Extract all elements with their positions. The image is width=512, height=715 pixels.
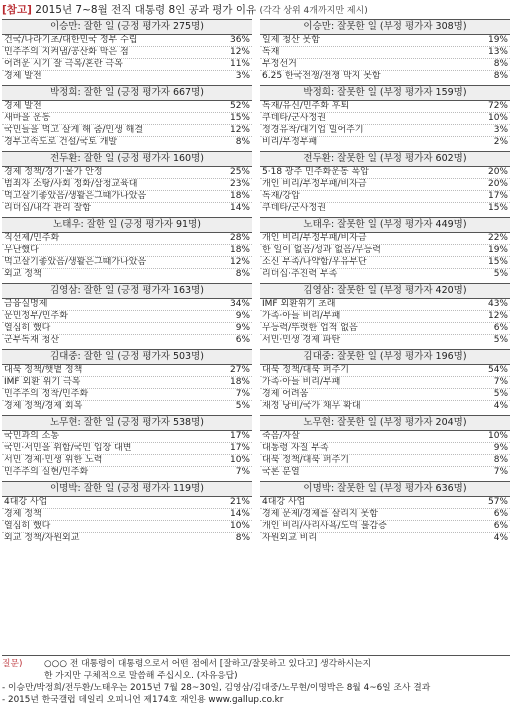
reason-label: 경제 정책/경제 회복 — [4, 401, 83, 411]
reason-row — [260, 497, 510, 509]
reason-row — [260, 533, 510, 544]
evaluation-block — [2, 283, 252, 349]
block-heading: 김영삼: 잘한 일 (긍정 평가자 163명) — [2, 284, 252, 299]
evaluation-block — [2, 481, 252, 547]
reason-percent: 8% — [235, 137, 250, 147]
reason-label: IMF 외환위기 초래 — [262, 299, 336, 309]
reason-row — [2, 203, 252, 214]
reason-percent: 12% — [229, 125, 250, 135]
question — [2, 658, 510, 670]
block-heading: 김대중: 잘한 일 (긍정 평가자 503명) — [2, 350, 252, 365]
reason-label: 건국/나라기초/대한민국 정부 수립 — [4, 35, 138, 45]
reason-row — [2, 113, 252, 125]
evaluation-block — [260, 85, 510, 151]
reason-label: 쿠데타/군사정권 — [262, 113, 326, 123]
reason-percent: 10% — [487, 113, 508, 123]
reason-row — [2, 335, 252, 346]
reason-label: 정경유착/대기업 밀어주기 — [262, 125, 364, 135]
reason-label: 먹고살기좋았음/생활은그때가나았음 — [4, 191, 147, 201]
reason-percent: 22% — [487, 233, 508, 243]
reason-row — [260, 299, 510, 311]
question-text: ○○○ 전 대통령이 대통령으로서 어떤 점에서 [잘하고/잘못하고 있다고] 생각하시는지 — [44, 659, 372, 669]
reason-row — [260, 455, 510, 467]
reason-label: 먹고살기좋았음/생활은그때가나았음 — [4, 257, 147, 267]
reason-percent: 7% — [493, 377, 508, 387]
block-heading: 김대중: 잘못한 일 (부정 평가자 196명) — [260, 350, 510, 365]
reason-row — [2, 191, 252, 203]
reason-label: 경제 정책 — [4, 509, 42, 519]
block-heading: 박정희: 잘한 일 (긍정 평가자 667명) — [2, 86, 252, 101]
reason-percent: 13% — [487, 47, 508, 57]
reason-percent: 12% — [487, 311, 508, 321]
reason-row — [260, 179, 510, 191]
reason-label: 리더십·추진력 부족 — [262, 269, 338, 279]
block-heading: 박정희: 잘못한 일 (부정 평가자 159명) — [260, 86, 510, 101]
block-heading: 전두환: 잘한 일 (긍정 평가자 160명) — [2, 152, 252, 167]
title-main: 2015년 7~8월 전직 대통령 8인 공과 평가 이유 — [35, 4, 257, 16]
block-heading: 노태우: 잘한 일 (긍정 평가자 91명) — [2, 218, 252, 233]
survey-note: - 이승만/박정희/전두환/노태우는 2015년 7월 28~30일, 김영삼/김대중/노무현/이명박은 8월 4~6일 조사 결과 — [2, 683, 431, 693]
reason-percent: 6% — [493, 323, 508, 333]
reason-label: 5·18 광주 민주화운동 폭압 — [262, 167, 369, 177]
reason-percent: 72% — [487, 101, 508, 111]
reason-percent: 52% — [229, 101, 250, 111]
reason-row — [260, 71, 510, 82]
reason-label: 민주주의 정착/민주화 — [4, 389, 89, 399]
reason-label: 경제 어려움 — [262, 389, 309, 399]
reason-percent: 43% — [487, 299, 508, 309]
reason-row — [260, 509, 510, 521]
reason-label: 국민과의 소통 — [4, 431, 60, 441]
reason-percent: 21% — [229, 497, 250, 507]
reason-percent: 6% — [493, 521, 508, 531]
block-heading: 김영삼: 잘못한 일 (부정 평가자 420명) — [260, 284, 510, 299]
reason-label: 대북 정책/햇볕 정책 — [4, 365, 83, 375]
reason-label: 4대강 사업 — [262, 497, 306, 507]
reason-row — [2, 35, 252, 47]
reason-row — [260, 323, 510, 335]
reason-row — [2, 71, 252, 82]
reason-label: 국민들을 먹고 살게 해 줌/민생 해결 — [4, 125, 144, 135]
reason-percent: 14% — [229, 509, 250, 519]
reason-row — [2, 125, 252, 137]
reason-row — [260, 389, 510, 401]
reason-row — [260, 113, 510, 125]
reason-percent: 23% — [229, 179, 250, 189]
reason-row — [260, 311, 510, 323]
reason-row — [260, 101, 510, 113]
reason-row — [2, 179, 252, 191]
reason-label: 경제 문제/경제를 살리지 못함 — [262, 509, 378, 519]
reason-label: 군부독재 청산 — [4, 335, 60, 345]
reason-percent: 15% — [487, 203, 508, 213]
reason-percent: 10% — [229, 521, 250, 531]
reason-percent: 14% — [229, 203, 250, 213]
block-heading: 노무현: 잘못한 일 (부정 평가자 204명) — [260, 416, 510, 431]
reason-percent: 9% — [235, 311, 250, 321]
reason-percent: 2% — [493, 137, 508, 147]
reason-row — [260, 401, 510, 412]
reason-label: 쿠데타/군사정권 — [262, 203, 326, 213]
reason-row — [260, 203, 510, 214]
reason-row — [260, 125, 510, 137]
reason-label: 독재/강압 — [262, 191, 300, 201]
reason-percent: 19% — [487, 245, 508, 255]
reason-percent: 4% — [493, 533, 508, 543]
reason-percent: 15% — [487, 257, 508, 267]
reason-percent: 5% — [493, 269, 508, 279]
reason-percent: 54% — [487, 365, 508, 375]
reason-percent: 6% — [235, 335, 250, 345]
evaluation-block — [260, 349, 510, 415]
reason-percent: 6% — [493, 509, 508, 519]
reason-row — [2, 443, 252, 455]
reason-percent: 19% — [487, 35, 508, 45]
reason-row — [2, 245, 252, 257]
reason-row — [260, 467, 510, 478]
reason-label: 새마을 운동 — [4, 113, 51, 123]
reason-row — [2, 467, 252, 478]
block-heading: 이승만: 잘한 일 (긍정 평가자 275명) — [2, 20, 252, 35]
reason-label: 재정 낭비/국가 채무 확대 — [262, 401, 361, 411]
reason-row — [2, 299, 252, 311]
reason-row — [2, 257, 252, 269]
reason-label: 어려운 시기 잘 극복/혼란 극복 — [4, 59, 123, 69]
reason-percent: 3% — [235, 71, 250, 81]
reason-percent: 25% — [229, 167, 250, 177]
reason-row — [2, 455, 252, 467]
block-heading: 노태우: 잘못한 일 (부정 평가자 449명) — [260, 218, 510, 233]
reason-row — [2, 377, 252, 389]
title-tag: [참고] — [2, 4, 32, 16]
reason-percent: 18% — [229, 191, 250, 201]
question-label: 질문) — [2, 659, 23, 669]
reason-percent: 27% — [229, 365, 250, 375]
reason-label: 국론 분열 — [262, 467, 300, 477]
reason-percent: 7% — [235, 389, 250, 399]
reason-percent: 15% — [229, 113, 250, 123]
reason-percent: 10% — [229, 455, 250, 465]
copyright-note: - 2015년 한국갤럽 데일리 오피니언 제174호 재인용 www.gallup.co.kr — [2, 695, 284, 705]
reason-percent: 8% — [235, 533, 250, 543]
page-title — [2, 2, 368, 18]
reason-label: 서민 경제·민생 위한 노력 — [4, 455, 103, 465]
reason-label: 민주주의 실현/민주화 — [4, 467, 89, 477]
reason-percent: 8% — [493, 71, 508, 81]
reason-percent: 7% — [493, 467, 508, 477]
evaluation-block — [260, 283, 510, 349]
reason-row — [260, 167, 510, 179]
reason-label: 가족·아들 비리/부패 — [262, 311, 341, 321]
reason-label: 개인 비리/부정부패/비자금 — [262, 233, 367, 243]
reason-row — [2, 269, 252, 280]
reason-label: 열심히 했다 — [4, 323, 51, 333]
reason-percent: 36% — [229, 35, 250, 45]
reason-percent: 12% — [229, 47, 250, 57]
reason-row — [260, 47, 510, 59]
reason-row — [260, 59, 510, 71]
title-note: (각각 상위 4개까지만 제시) — [259, 6, 368, 16]
reason-label: 개인 비리/부정부패/비자금 — [262, 179, 367, 189]
reason-percent: 8% — [493, 455, 508, 465]
reason-row — [2, 311, 252, 323]
reason-percent: 17% — [229, 431, 250, 441]
reason-label: 대통령 자질 부족 — [262, 443, 329, 453]
reason-row — [2, 497, 252, 509]
block-heading: 이명박: 잘못한 일 (부정 평가자 636명) — [260, 482, 510, 497]
reason-label: 국민·서민을 위함/국민 입장 대변 — [4, 443, 132, 453]
reason-row — [2, 101, 252, 113]
reason-label: 자원외교 비리 — [262, 533, 318, 543]
reason-row — [2, 431, 252, 443]
evaluation-block — [2, 217, 252, 283]
reason-label: 독재 — [262, 47, 280, 57]
reason-percent: 12% — [229, 257, 250, 267]
reason-row — [2, 47, 252, 59]
reason-row — [2, 137, 252, 148]
reason-label: 서민·민생 경제 파탄 — [262, 335, 341, 345]
reason-label: 무난했다 — [4, 245, 39, 255]
reason-label: 경제 발전 — [4, 71, 42, 81]
reason-label: 리더십/내각 관리 잘함 — [4, 203, 92, 213]
reason-label: 죽음/자살 — [262, 431, 300, 441]
reason-percent: 5% — [493, 389, 508, 399]
reason-row — [260, 377, 510, 389]
reason-percent: 57% — [487, 497, 508, 507]
evaluation-block — [260, 151, 510, 217]
reason-percent: 8% — [493, 59, 508, 69]
reason-label: 범죄자 소탕/사회 정화/삼청교육대 — [4, 179, 138, 189]
reason-row — [260, 521, 510, 533]
reason-label: IMF 외환 위기 극복 — [4, 377, 81, 387]
reason-percent: 34% — [229, 299, 250, 309]
reason-row — [2, 365, 252, 377]
reason-label: 경부고속도로 건설/국토 개발 — [4, 137, 118, 147]
reason-row — [2, 533, 252, 544]
reason-percent: 11% — [229, 59, 250, 69]
block-heading: 전두환: 잘못한 일 (부정 평가자 602명) — [260, 152, 510, 167]
evaluation-block — [2, 415, 252, 481]
reason-row — [260, 233, 510, 245]
reason-percent: 5% — [493, 335, 508, 345]
reason-label: 금융실명제 — [4, 299, 48, 309]
reason-percent: 9% — [235, 323, 250, 333]
evaluation-block — [260, 19, 510, 85]
reason-label: 무능력/뚜렷한 업적 없음 — [262, 323, 358, 333]
reason-label: 경제 정책/경기·물가 안정 — [4, 167, 103, 177]
evaluation-block — [260, 481, 510, 547]
evaluation-grid — [2, 19, 510, 547]
reason-row — [2, 389, 252, 401]
reason-row — [2, 167, 252, 179]
reason-percent: 3% — [493, 125, 508, 135]
evaluation-block — [260, 217, 510, 283]
evaluation-block — [2, 85, 252, 151]
reason-percent: 18% — [229, 377, 250, 387]
reason-row — [260, 431, 510, 443]
reason-row — [260, 35, 510, 47]
reason-label: 일제 청산 못함 — [262, 35, 320, 45]
reason-label: 4대강 사업 — [4, 497, 48, 507]
reason-label: 개인 비리/사리사욕/도덕 불감증 — [262, 521, 387, 531]
reason-label: 외교 정책/자원외교 — [4, 533, 80, 543]
reason-label: 외교 정책 — [4, 269, 42, 279]
reason-label: 독재/유신/민주화 후퇴 — [262, 101, 350, 111]
footer — [2, 655, 510, 706]
reason-label: 경제 발전 — [4, 101, 42, 111]
reason-percent: 17% — [229, 443, 250, 453]
reason-label: 대북 정책/대북 퍼주기 — [262, 365, 350, 375]
reason-percent: 20% — [487, 179, 508, 189]
reason-label: 민주주의 지켜냄/공산화 막은 점 — [4, 47, 129, 57]
reason-row — [2, 59, 252, 71]
reason-row — [260, 191, 510, 203]
reason-label: 대북 정책/대북 퍼주기 — [262, 455, 350, 465]
reason-percent: 20% — [487, 167, 508, 177]
reason-percent: 8% — [235, 269, 250, 279]
reason-label: 열심히 했다 — [4, 521, 51, 531]
reason-percent: 17% — [487, 191, 508, 201]
reason-row — [260, 137, 510, 148]
reason-row — [260, 245, 510, 257]
reason-label: 문민정부/민주화 — [4, 311, 68, 321]
evaluation-block — [260, 415, 510, 481]
reason-row — [2, 401, 252, 412]
reason-row — [260, 365, 510, 377]
reason-percent: 9% — [493, 443, 508, 453]
reason-percent: 10% — [487, 431, 508, 441]
reason-label: 6.25 한국전쟁/전쟁 막지 못함 — [262, 71, 381, 81]
reason-row — [260, 443, 510, 455]
reason-row — [2, 509, 252, 521]
reason-percent: 4% — [493, 401, 508, 411]
reason-label: 직선제/민주화 — [4, 233, 60, 243]
reason-row — [260, 257, 510, 269]
reason-row — [260, 335, 510, 346]
evaluation-block — [2, 19, 252, 85]
reason-label: 부정선거 — [262, 59, 297, 69]
reason-label: 소신 부족/나약함/우유부단 — [262, 257, 367, 267]
block-heading: 이승만: 잘못한 일 (부정 평가자 308명) — [260, 20, 510, 35]
reason-label: 한 일이 없음/성과 없음/무능력 — [262, 245, 381, 255]
evaluation-block — [2, 349, 252, 415]
block-heading: 이명박: 잘한 일 (긍정 평가자 119명) — [2, 482, 252, 497]
reason-row — [2, 521, 252, 533]
reason-percent: 7% — [235, 467, 250, 477]
reason-percent: 5% — [235, 401, 250, 411]
reason-percent: 28% — [229, 233, 250, 243]
question-text-line2: 한 가지만 구체적으로 말씀해 주십시오. (자유응답) — [44, 671, 238, 681]
reason-label: 가족·아들 비리/부패 — [262, 377, 341, 387]
reason-percent: 18% — [229, 245, 250, 255]
reason-row — [2, 233, 252, 245]
evaluation-block — [2, 151, 252, 217]
reason-row — [260, 269, 510, 280]
block-heading: 노무현: 잘한 일 (긍정 평가자 538명) — [2, 416, 252, 431]
reason-label: 비리/부정부패 — [262, 137, 318, 147]
reason-row — [2, 323, 252, 335]
